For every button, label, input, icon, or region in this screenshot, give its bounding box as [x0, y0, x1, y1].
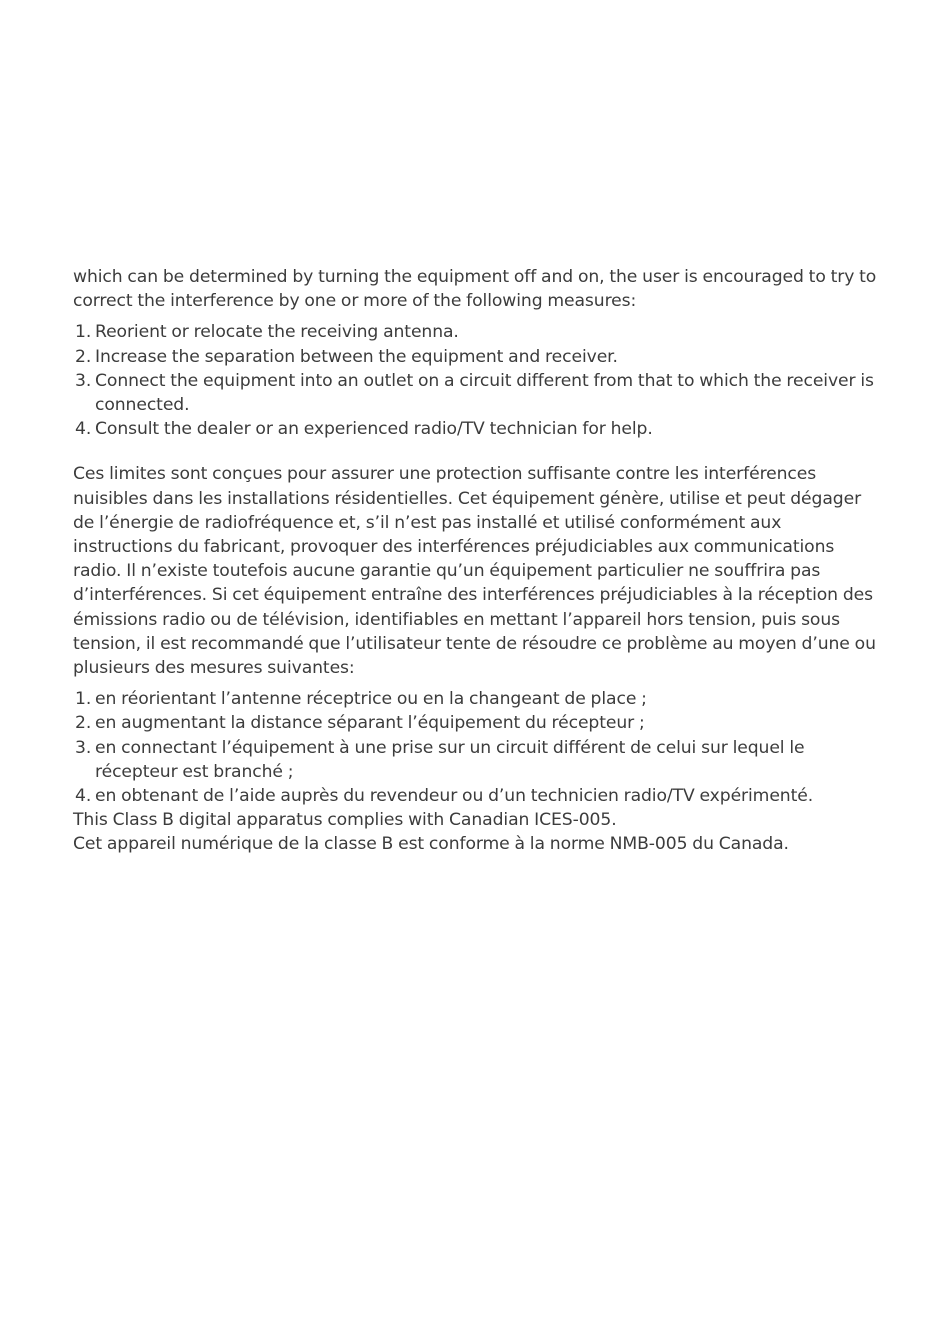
list-item-text: en connectant l’équipement à une prise sur un circuit différent de celui sur lequel le récepteur est branché ;	[95, 737, 805, 782]
list-item-number: 3.	[75, 737, 92, 758]
list-item-number: 3.	[75, 370, 92, 391]
french-measures-list	[73, 687, 878, 808]
list-item-text: Consult the dealer or an experienced radio/TV technician for help.	[95, 419, 653, 440]
list-item-number: 4.	[75, 419, 92, 440]
list-item-number: 1.	[75, 689, 92, 710]
list-item	[73, 320, 878, 344]
list-item	[73, 687, 878, 711]
list-item	[73, 417, 878, 441]
list-item-number: 2.	[75, 346, 92, 367]
list-item	[73, 736, 878, 784]
list-item-number: 2.	[75, 713, 92, 734]
list-item-text: en réorientant l’antenne réceptrice ou en la changeant de place ;	[95, 689, 647, 710]
french-intro-paragraph: Ces limites sont conçues pour assurer une protection suffisante contre les interférences nuisibles dans les installations résidentielles. Cet équipement génère, utilise et peut dégager de l’énergie de radiofréquence et, s’il n’est pas installé et utilisé conformément aux instructions du fabricant, provoquer des interférences préjudiciables aux communications radio. Il n’existe toutefois aucune garantie qu’un équipement particulier ne souffrira pas d’interférences. Si cet équipement entraîne des interférences préjudiciables à la réception des émissions radio ou de télévision, identifiables en mettant l’appareil hors tension, puis sous tension, il est recommandé que l’utilisateur tente de résoudre ce problème au moyen d’une ou plusieurs des mesures suivantes:	[73, 464, 876, 679]
list-item	[73, 345, 878, 369]
french-compliance-statement: Cet appareil numérique de la classe B est conforme à la norme NMB-005 du Canada.	[73, 834, 789, 855]
list-item	[73, 369, 878, 417]
list-item-text: Increase the separation between the equipment and receiver.	[95, 346, 618, 367]
list-item	[73, 784, 878, 808]
list-item-number: 4.	[75, 786, 92, 807]
english-intro-paragraph: which can be determined by turning the equipment off and on, the user is encouraged to try to correct the interference by one or more of the following measures:	[73, 267, 877, 312]
english-measures-list	[73, 320, 878, 441]
list-item-text: Connect the equipment into an outlet on a circuit different from that to which the receiver is connected.	[95, 370, 874, 416]
list-item	[73, 711, 878, 735]
list-item-text: Reorient or relocate the receiving antenna.	[95, 322, 459, 343]
document-page	[73, 265, 878, 857]
english-compliance-statement: This Class B digital apparatus complies with Canadian ICES-005.	[73, 810, 617, 831]
list-item-number: 1.	[75, 322, 92, 343]
list-item-text: en obtenant de l’aide auprès du revendeur ou d’un technicien radio/TV expérimenté.	[95, 786, 814, 807]
list-item-text: en augmentant la distance séparant l’équipement du récepteur ;	[95, 713, 645, 734]
